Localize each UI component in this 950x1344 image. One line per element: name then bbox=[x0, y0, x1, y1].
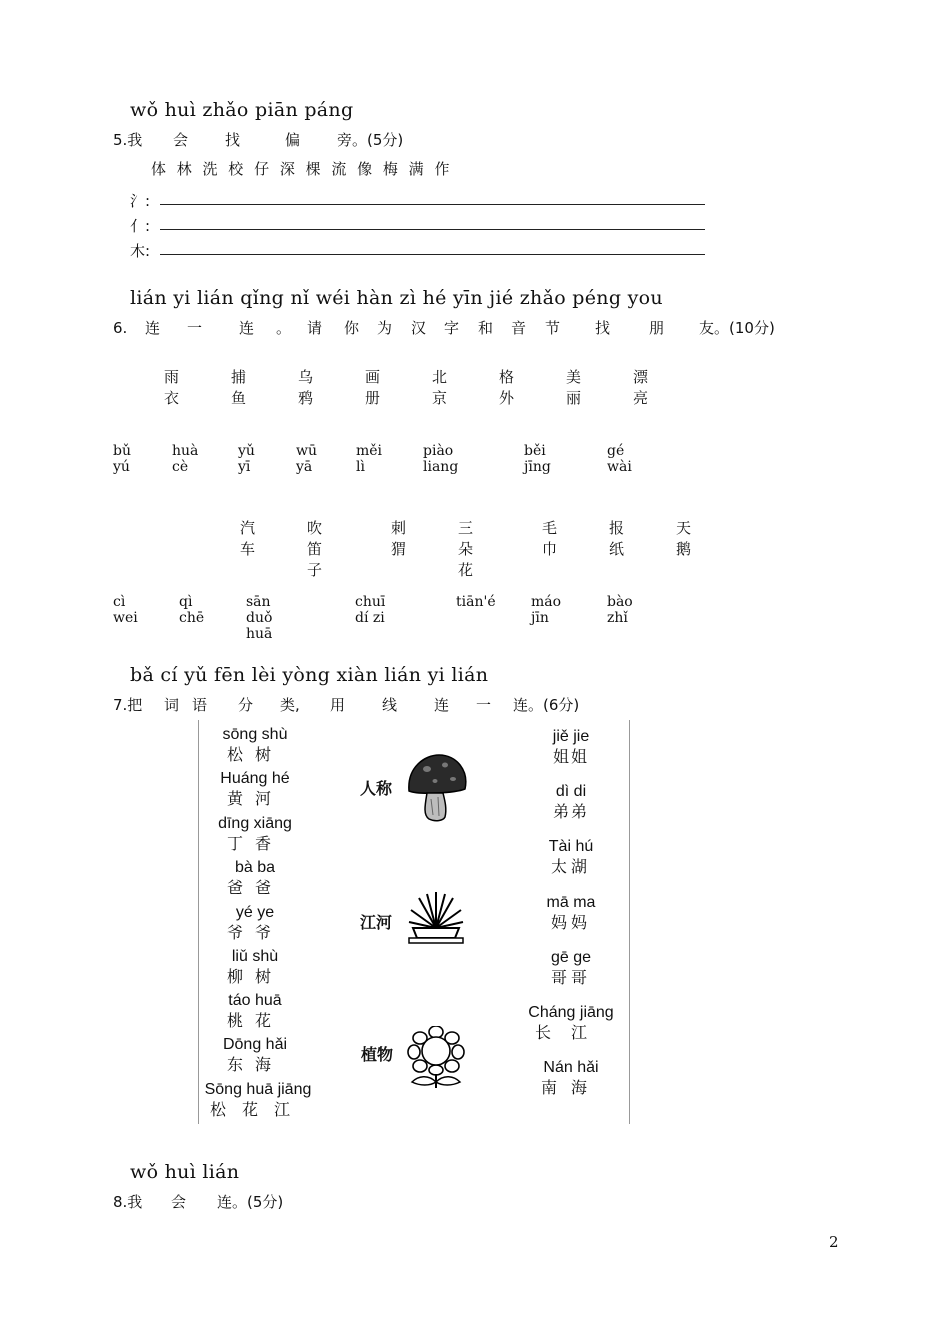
right-word-item[interactable]: Tài hú 太湖 bbox=[548, 838, 594, 876]
word-item[interactable]: 格外 bbox=[499, 368, 515, 407]
pinyin-item[interactable]: běi jīng bbox=[524, 443, 551, 475]
word-item[interactable]: 美丽 bbox=[566, 368, 582, 407]
left-word-item[interactable]: dīng xiāng 丁香 bbox=[218, 815, 292, 853]
radical-label-wood: 木: bbox=[130, 242, 151, 260]
word-item[interactable]: 北京 bbox=[432, 368, 448, 407]
left-word-item[interactable]: Dōng hǎi 东海 bbox=[222, 1036, 288, 1074]
left-word-item[interactable]: táo huā 桃花 bbox=[226, 992, 283, 1030]
left-word-item[interactable]: yé ye 爷爷 bbox=[226, 904, 283, 942]
left-word-item[interactable]: sōng shù 松树 bbox=[222, 726, 288, 764]
word-item[interactable]: 报纸 bbox=[609, 519, 625, 558]
pinyin-item[interactable]: bào zhǐ bbox=[607, 594, 633, 626]
answer-line-water[interactable] bbox=[160, 204, 705, 205]
q8-question: 8.我 会 连。(5分) bbox=[113, 1193, 284, 1211]
word-item[interactable]: 漂亮 bbox=[633, 368, 649, 407]
left-word-item[interactable]: Sōng huā jiāng 松花江 bbox=[204, 1081, 312, 1119]
answer-line-wood[interactable] bbox=[160, 254, 705, 255]
left-word-item[interactable]: Huáng hé 黄河 bbox=[220, 770, 290, 808]
word-item[interactable]: 吹笛子 bbox=[307, 519, 323, 579]
pinyin-item[interactable]: qì chē bbox=[179, 594, 205, 626]
q8-pinyin: wǒ huì lián bbox=[130, 1161, 240, 1183]
sunflower-icon bbox=[406, 1026, 466, 1090]
word-item[interactable]: 画册 bbox=[365, 368, 381, 407]
mushroom-icon bbox=[405, 753, 469, 823]
word-item[interactable]: 捕鱼 bbox=[231, 368, 247, 407]
pinyin-item[interactable]: měi lì bbox=[356, 443, 383, 475]
figure-right-edge bbox=[629, 720, 630, 1124]
pinyin-item[interactable]: bǔ yú bbox=[113, 443, 131, 475]
right-word-item[interactable]: dì di 弟弟 bbox=[552, 783, 589, 821]
word-item[interactable]: 天鹅 bbox=[676, 519, 692, 558]
left-word-item[interactable]: bà ba 爸爸 bbox=[226, 859, 283, 897]
pinyin-item[interactable]: yǔ yī bbox=[238, 443, 255, 475]
q5-question: 5.我 会 找 偏 旁。(5分) bbox=[113, 131, 404, 149]
word-item[interactable]: 乌鸦 bbox=[298, 368, 314, 407]
category-plants[interactable]: 植物 bbox=[361, 1045, 394, 1064]
pinyin-item[interactable]: tiān'é bbox=[456, 594, 496, 610]
right-word-item[interactable]: Nán hǎi 南海 bbox=[540, 1059, 601, 1097]
q5-pinyin: wǒ huì zhǎo piān páng bbox=[130, 99, 354, 121]
pinyin-item[interactable]: piào liang bbox=[423, 443, 459, 475]
pinyin-item[interactable]: wū yā bbox=[296, 443, 317, 475]
q5-characters: 体 林 洗 校 仔 深 棵 流 像 梅 满 作 bbox=[151, 160, 453, 178]
pinyin-item[interactable]: cì wei bbox=[113, 594, 138, 626]
potted-plant-icon bbox=[405, 888, 467, 946]
category-rivers[interactable]: 江河 bbox=[360, 913, 393, 932]
right-word-item[interactable]: jiě jie 姐姐 bbox=[552, 728, 590, 766]
classification-figure bbox=[198, 720, 630, 1124]
right-word-item[interactable]: gē ge 哥哥 bbox=[550, 949, 592, 987]
radical-label-water: 氵: bbox=[130, 192, 151, 210]
radical-label-person: 亻: bbox=[130, 217, 151, 235]
q7-question: 7.把 词 语 分 类, 用 线 连 一 连。(6分) bbox=[113, 696, 580, 714]
pinyin-item[interactable]: huà cè bbox=[172, 443, 199, 475]
word-item[interactable]: 毛巾 bbox=[542, 519, 558, 558]
pinyin-item[interactable]: sān duǒ huā bbox=[246, 594, 273, 642]
q6-question: 6. 连 一 连 。 请 你 为 汉 字 和 音 节 找 朋 友。(10分) bbox=[113, 319, 775, 337]
right-word-item[interactable]: mā ma 妈妈 bbox=[546, 894, 596, 932]
right-word-item[interactable]: Cháng jiāng 长江 bbox=[528, 1004, 614, 1042]
left-word-item[interactable]: liǔ shù 柳树 bbox=[226, 948, 283, 986]
pinyin-item[interactable]: gé wài bbox=[607, 443, 632, 475]
word-item[interactable]: 三朵花 bbox=[458, 519, 474, 579]
answer-line-person[interactable] bbox=[160, 229, 705, 230]
q6-pinyin: lián yi lián qǐng nǐ wéi hàn zì hé yīn jié zhǎo péng you bbox=[130, 287, 663, 309]
figure-left-edge bbox=[198, 720, 199, 1124]
pinyin-item[interactable]: chuī dí zi bbox=[355, 594, 386, 626]
q7-pinyin: bǎ cí yǔ fēn lèi yòng xiàn lián yi lián bbox=[130, 664, 489, 686]
category-people[interactable]: 人称 bbox=[360, 779, 393, 798]
word-item[interactable]: 汽车 bbox=[240, 519, 256, 558]
word-item[interactable]: 刺猬 bbox=[391, 519, 407, 558]
word-item[interactable]: 雨衣 bbox=[164, 368, 180, 407]
pinyin-item[interactable]: máo jīn bbox=[531, 594, 562, 626]
page-number: 2 bbox=[829, 1233, 839, 1251]
